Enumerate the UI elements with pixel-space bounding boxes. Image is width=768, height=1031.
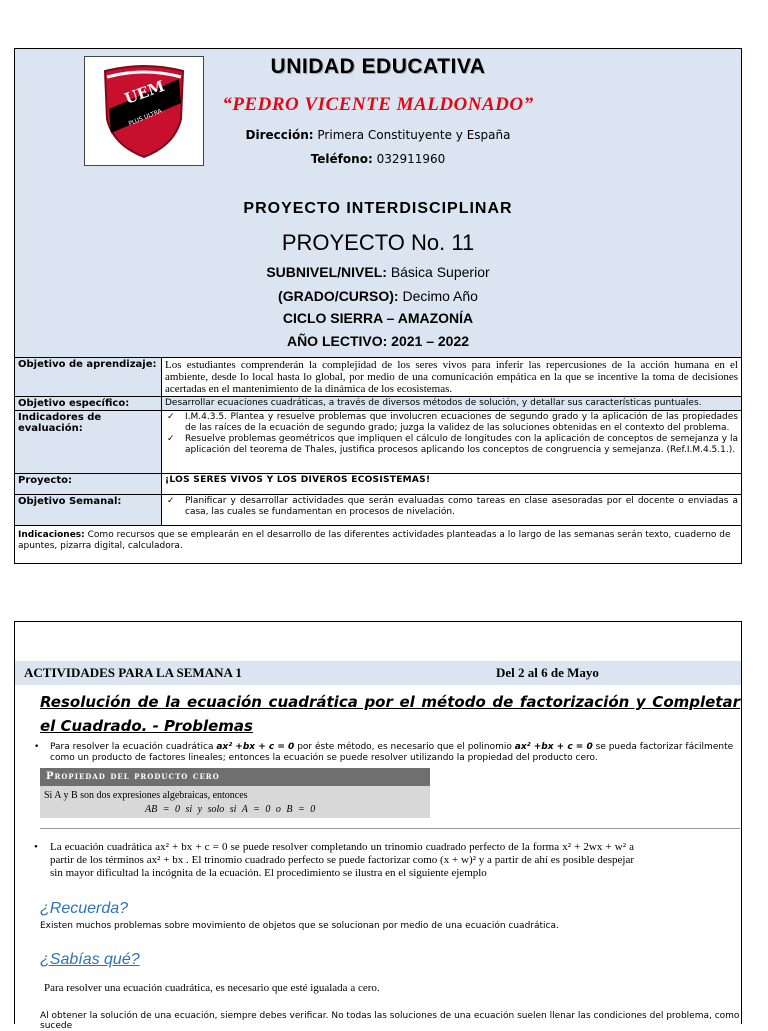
property-line2: AB = 0 si y solo si A = 0 o B = 0 — [145, 804, 316, 815]
recuerda-heading: ¿Recuerda? — [40, 900, 129, 917]
bullet1-mid: por éste método, es necesario que el polinomio — [297, 742, 512, 752]
school-name: “PEDRO VICENTE MALDONADO” — [222, 94, 534, 115]
indicaciones-value: Como recursos que se emplearán en el desarrollo de las diferentes actividades planteadas a lo largo de las semanas serán texto, cuaderno de apuntes, pizarra digital, calculadora. — [18, 530, 731, 551]
objetivo-aprendizaje-label: Objetivo de aprendizaje: — [15, 358, 162, 397]
property-line1: Si A y B son dos expresiones algebraicas, entonces — [44, 790, 248, 801]
list-item: ✓ Resuelve problemas geométricos que impliquen el cálculo de longitudes con la aplicación de conceptos de semejanza y la aplicación del teorema de Thales, justifica procesos aplicando los conceptos de congruencia y semejanza. (Ref.I.M.4.5.1.). — [165, 434, 738, 456]
objetivo-semanal-label: Objetivo Semanal: — [15, 495, 162, 526]
project-number: PROYECTO No. 11 — [281, 230, 475, 255]
table-row — [15, 526, 742, 564]
school-title: UNIDAD EDUCATIVA — [270, 55, 486, 78]
indicadores-list — [165, 412, 738, 456]
objetivo-especifico-value: Desarrollar ecuaciones cuadráticas, a través de diversos métodos de solución, y detallar sus características puntuales. — [162, 397, 742, 411]
info-table — [14, 357, 742, 564]
anio-lectivo: AÑO LECTIVO: 2021 – 2022 — [286, 333, 470, 349]
phone-value: 032911960 — [376, 152, 446, 166]
table-row — [15, 495, 742, 526]
bullet-completar-cuadrado — [34, 841, 634, 880]
proyecto-label: Proyecto: — [15, 474, 162, 495]
sabias-heading: ¿Sabías qué? — [40, 951, 140, 968]
bullet-text: La ecuación cuadrática ax² + bx + c = 0 se puede resolver completando un trinomio cuadrado perfecto de la forma x² + 2wx + w² a partir de los términos ax² + bx . El trinomio cuadrado perfecto se puede factorizar como (x + w)² y a partir de ahí es posible despejar sin mayor dificultad la incógnita de la ecuación. El procedimiento se ilustra en el siguiente ejemplo — [50, 841, 634, 879]
objetivo-aprendizaje-value: Los estudiantes comprenderán la complejidad de los seres vivos para inferir las repercusiones de la acción humana en el ambiente, desde lo local hasta lo global, por medio de una comunicación empática en la que se incentive la toma de decisiones acertadas en el mantenimiento de la dinámica de los ecosistemas. — [162, 358, 742, 397]
logo-initials: UEM — [122, 76, 167, 108]
objetivo-semanal-list — [165, 496, 738, 518]
indicadores-value — [162, 411, 742, 474]
list-item: ✓ I.M.4.3.5. Plantea y resuelve problemas que involucren ecuaciones de segundo grado y la aplicación de las propiedades de las raíces de la ecuación de segundo grado; juzga la validez de las soluciones obtenidas en el contexto del problema. — [165, 412, 738, 434]
section-title: Resolución de la ecuación cuadrática por el método de factorización y Completar el Cuadrado. - Problemas — [40, 693, 740, 735]
property-title: Propiedad del producto cero — [40, 768, 430, 786]
bullet-text — [50, 742, 740, 764]
table-row — [15, 358, 742, 397]
subnivel-value: Básica Superior — [390, 264, 490, 280]
bullet1-math1: ax² +bx + c = 0 — [216, 742, 295, 752]
subnivel-label: SUBNIVEL/NIVEL: — [266, 264, 387, 280]
indicaciones-cell — [15, 526, 742, 564]
bullet1-post: se pueda factorizar fácilmente como un producto de factores lineales; entonces la ecuación se puede resolver utilizando la propiedad del producto cero. — [50, 742, 734, 763]
sabias-text-2: Al obtener la solución de una ecuación, siempre debes verificar. No todas las soluciones de una ecuación suelen llenar las condiciones del problema, como sucede — [40, 1011, 740, 1031]
bullet-dot: • — [34, 841, 38, 853]
list-item: ✓ Planificar y desarrollar actividades que serán evaluadas como tareas en clase asesoradas por el docente o enviadas a casa, las cuales se fundamentan en procesos de nivelación. — [165, 496, 738, 518]
recuerda-text: Existen muchos problemas sobre movimiento de objetos que se solucionan por medio de una ecuación cuadrática. — [40, 921, 559, 931]
page2-frame-top — [14, 621, 742, 665]
week-date: Del 2 al 6 de Mayo — [496, 665, 599, 680]
table-row — [15, 474, 742, 495]
address-label: Dirección: — [245, 128, 314, 142]
sabias-text-1: Para resolver una ecuación cuadrática, es necesario que esté igualada a cero. — [44, 982, 380, 994]
bullet-factorizacion — [34, 742, 740, 764]
table-row — [15, 397, 742, 411]
grado-value: Decimo Año — [402, 288, 478, 304]
bullet-dot: • — [34, 742, 40, 752]
grado-label: (GRADO/CURSO): — [278, 288, 399, 304]
indicadores-label: Indicadores de evaluación: — [15, 411, 162, 474]
proyecto-value: ¡LOS SERES VIVOS Y LOS DIVEROS ECOSISTEMAS! — [162, 474, 742, 495]
objetivo-semanal-value — [162, 495, 742, 526]
indicaciones-label: Indicaciones: — [18, 530, 85, 540]
project-type: PROYECTO INTERDISCIPLINAR — [243, 200, 513, 217]
objetivo-especifico-label: Objetivo específico: — [15, 397, 162, 411]
table-row — [15, 411, 742, 474]
address-value: Primera Constituyente y España — [317, 128, 511, 142]
week-title: ACTIVIDADES PARA LA SEMANA 1 — [24, 665, 242, 680]
phone-label: Teléfono: — [310, 152, 373, 166]
grado-line — [14, 288, 742, 304]
ciclo-line: CICLO SIERRA – AMAZONÍA — [282, 310, 474, 326]
bullet1-math2: ax² +bx + c = 0 — [514, 742, 593, 752]
address-line — [14, 128, 742, 142]
divider — [40, 828, 740, 829]
subnivel-line — [14, 264, 742, 280]
bullet1-pre: Para resolver la ecuación cuadrática — [50, 742, 214, 752]
logo-arc-text: PLUS ULTRA — [127, 107, 163, 128]
phone-line — [14, 152, 742, 166]
